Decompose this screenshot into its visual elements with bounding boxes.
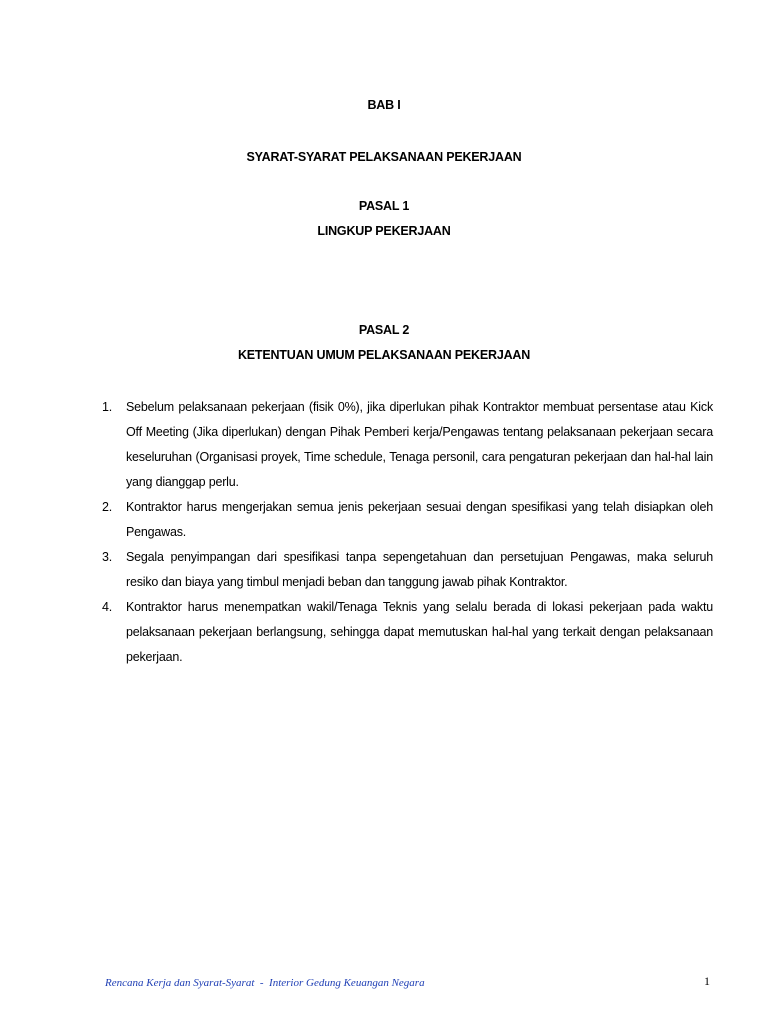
list-item-number: 4. <box>102 600 113 614</box>
article2-heading: PASAL 2 <box>358 323 410 337</box>
provisions-list <box>100 395 713 670</box>
chapter-heading: BAB I <box>367 98 401 112</box>
list-item <box>100 595 713 670</box>
list-item-text: Kontraktor harus mengerjakan semua jenis pekerjaan sesuai dengan spesifikasi yang telah disiapkan oleh Pengawas. <box>126 500 713 539</box>
chapter-title: SYARAT-SYARAT PELAKSANAAN PEKERJAAN <box>246 150 522 164</box>
list-item-number: 3. <box>102 550 113 564</box>
list-item <box>100 545 713 595</box>
article1-title: LINGKUP PEKERJAAN <box>317 224 451 238</box>
page-number: 1 <box>704 974 710 988</box>
list-item-text: Sebelum pelaksanaan pekerjaan (fisik 0%), jika diperlukan pihak Kontraktor membuat persentase atau Kick Off Meeting (Jika diperlukan) dengan Pihak Pemberi kerja/Pengawas tentang pelaksanaan pekerjaan secara keseluruhan (Organisasi proyek, Time schedule, Tenaga personil, cara pengaturan pekerjaan dan hal-hal lain yang dianggap perlu. <box>126 400 713 489</box>
list-item-text: Segala penyimpangan dari spesifikasi tanpa sepengetahuan dan persetujuan Pengawas, maka seluruh resiko dan biaya yang timbul menjadi beban dan tanggung jawab pihak Kontraktor. <box>126 550 713 589</box>
article1-heading: PASAL 1 <box>358 199 410 213</box>
list-item-number: 2. <box>102 500 113 514</box>
list-item <box>100 395 713 495</box>
list-item-text: Kontraktor harus menempatkan wakil/Tenaga Teknis yang selalu berada di lokasi pekerjaan pada waktu pelaksanaan pekerjaan berlangsung, sehingga dapat memutuskan hal-hal yang terkait dengan pelaksanaan pekerjaan. <box>126 600 713 664</box>
article2-title: KETENTUAN UMUM PELAKSANAAN PEKERJAAN <box>237 348 531 362</box>
list-item <box>100 495 713 545</box>
footer-text: Rencana Kerja dan Syarat-Syarat - Interior Gedung Keuangan Negara <box>105 977 425 989</box>
list-item-number: 1. <box>102 400 113 414</box>
